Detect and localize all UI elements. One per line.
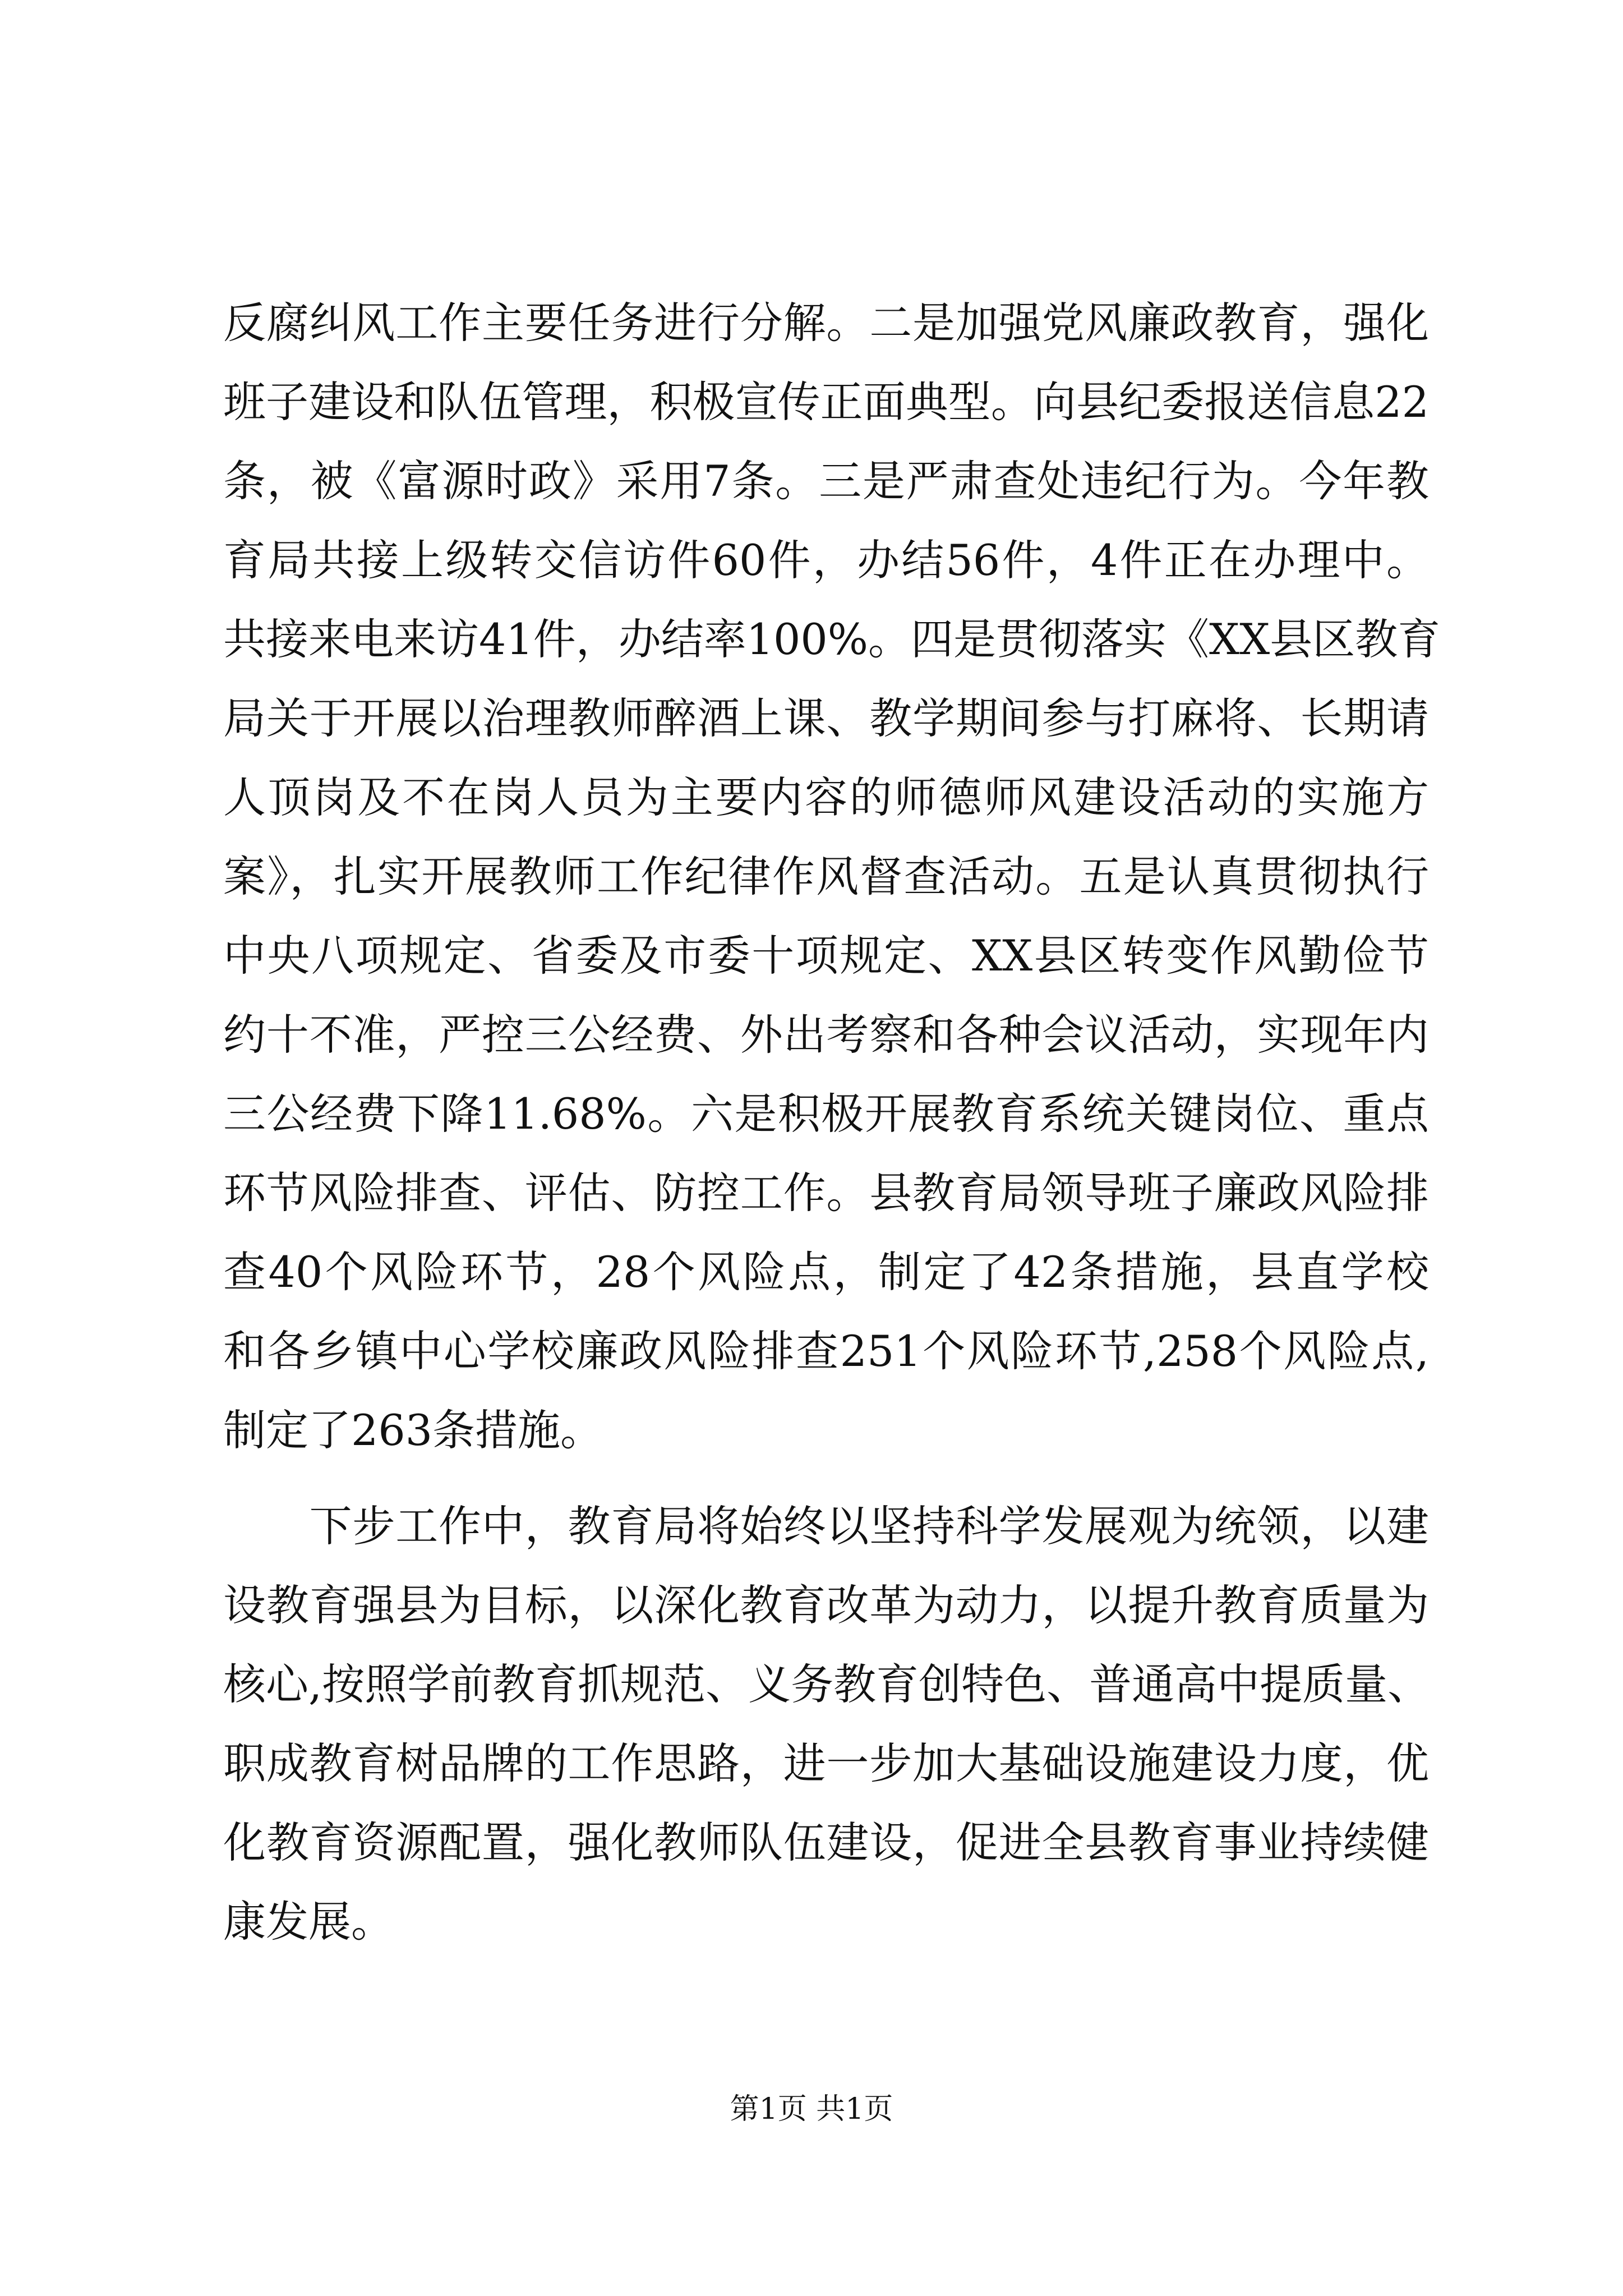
text-line: 化教育资源配置，强化教师队伍建设，促进全县教育事业持续健 <box>223 1818 1429 1867</box>
text-line: 三公经费下降11.68%。六是积极开展教育系统关键岗位、重点 <box>223 1089 1429 1139</box>
text-line: 案》，扎实开展教师工作纪律作风督查活动。五是认真贯彻执行 <box>223 852 1429 901</box>
text-line: 核心,按照学前教育抓规范、义务教育创特色、普通高中提质量、 <box>223 1659 1431 1709</box>
paragraph-1 <box>223 283 1441 1470</box>
text-line: 人顶岗及不在岗人员为主要内容的师德师风建设活动的实施方 <box>223 772 1429 822</box>
text-line: 制定了263条措施。 <box>223 1405 603 1455</box>
document-body <box>223 283 1441 1961</box>
paragraph-2 <box>223 1487 1429 1961</box>
text-line: 下步工作中，教育局将始终以坚持科学发展观为统领，以建 <box>223 1501 1429 1551</box>
text-line: 育局共接上级转交信访件60件，办结56件，4件正在办理中。 <box>223 535 1429 585</box>
page-footer: 第1页 共1页 <box>730 2092 893 2126</box>
text-line: 反腐纠风工作主要任务进行分解。二是加强党风廉政教育，强化 <box>223 298 1429 348</box>
text-line: 班子建设和队伍管理，积极宣传正面典型。向县纪委报送信息22 <box>223 377 1429 427</box>
paragraph-spacing <box>223 1470 1429 1487</box>
text-line: 设教育强县为目标，以深化教育改革为动力，以提升教育质量为 <box>223 1580 1429 1630</box>
text-line: 约十不准，严控三公经费、外出考察和各种会议活动，实现年内 <box>223 1010 1429 1060</box>
text-line: 环节风险排查、评估、防控工作。县教育局领导班子廉政风险排 <box>223 1168 1429 1218</box>
text-line: 局关于开展以治理教师醉酒上课、教学期间参与打麻将、长期请 <box>223 693 1429 743</box>
text-line: 条，被《富源时政》采用7条。三是严肃查处违纪行为。今年教 <box>223 456 1429 506</box>
text-line: 康发展。 <box>223 1897 394 1947</box>
text-line: 查40个风险环节，28个风险点，制定了42条措施，县直学校 <box>223 1247 1429 1297</box>
text-line: 共接来电来访41件，办结率100%。四是贯彻落实《XX县区教育 <box>223 614 1441 664</box>
text-line: 和各乡镇中心学校廉政风险排查251个风险环节,258个风险点, <box>223 1326 1429 1376</box>
text-line: 中央八项规定、省委及市委十项规定、XX县区转变作风勤俭节 <box>223 931 1429 981</box>
text-line: 职成教育树品牌的工作思路，进一步加大基础设施建设力度，优 <box>223 1738 1429 1788</box>
